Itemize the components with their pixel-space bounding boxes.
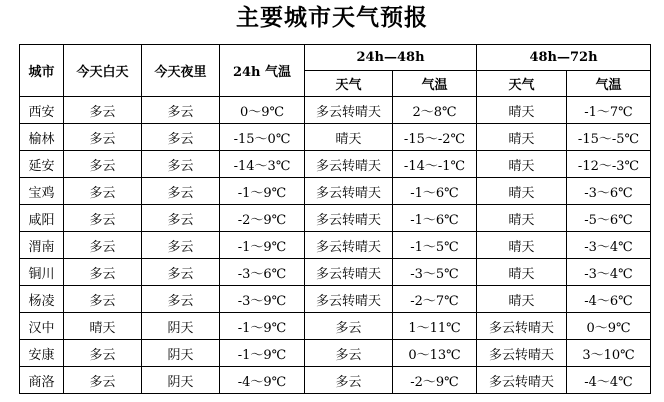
- today-night-cell: 阴天: [142, 340, 220, 367]
- header-group-72h: 48h—72h: [477, 45, 651, 71]
- weather-72h-cell: 晴天: [477, 151, 567, 178]
- header-row: [20, 45, 651, 71]
- temp-48h-cell: -1～6℃: [393, 178, 477, 205]
- temp-48h-cell: -15～-2℃: [393, 124, 477, 151]
- temp-72h-cell: 0～9℃: [567, 313, 651, 340]
- temp-72h-cell: 3～10℃: [567, 340, 651, 367]
- today-day-cell: 多云: [64, 151, 142, 178]
- table-row: [20, 313, 651, 340]
- temp-72h-cell: -12～-3℃: [567, 151, 651, 178]
- city-cell: 咸阳: [20, 205, 64, 232]
- temp-72h-cell: -4～4℃: [567, 367, 651, 394]
- today-night-cell: 多云: [142, 178, 220, 205]
- today-night-cell: 多云: [142, 97, 220, 124]
- weather-48h-cell: 多云转晴天: [305, 97, 393, 124]
- table-row: [20, 124, 651, 151]
- weather-72h-cell: 晴天: [477, 178, 567, 205]
- temp-72h-cell: -3～6℃: [567, 178, 651, 205]
- today-day-cell: 多云: [64, 97, 142, 124]
- weather-72h-cell: 晴天: [477, 259, 567, 286]
- temp-24h-cell: -1～9℃: [220, 232, 305, 259]
- city-cell: 西安: [20, 97, 64, 124]
- table-row: [20, 259, 651, 286]
- city-cell: 延安: [20, 151, 64, 178]
- temp-24h-cell: -3～6℃: [220, 259, 305, 286]
- temp-72h-cell: -3～4℃: [567, 259, 651, 286]
- city-cell: 铜川: [20, 259, 64, 286]
- weather-48h-cell: 多云转晴天: [305, 151, 393, 178]
- table-row: [20, 151, 651, 178]
- table-row: [20, 232, 651, 259]
- today-night-cell: 多云: [142, 124, 220, 151]
- temp-24h-cell: -15～0℃: [220, 124, 305, 151]
- city-cell: 渭南: [20, 232, 64, 259]
- city-cell: 杨凌: [20, 286, 64, 313]
- today-day-cell: 多云: [64, 259, 142, 286]
- temp-24h-cell: -14～3℃: [220, 151, 305, 178]
- city-cell: 商洛: [20, 367, 64, 394]
- table-row: [20, 340, 651, 367]
- temp-24h-cell: -1～9℃: [220, 313, 305, 340]
- weather-72h-cell: 多云转晴天: [477, 313, 567, 340]
- page-title: 主要城市天气预报: [236, 4, 428, 31]
- weather-72h-cell: 晴天: [477, 205, 567, 232]
- header-temp-48h: 气温: [393, 71, 477, 97]
- header-temp-24h: 24h 气温: [220, 45, 305, 97]
- today-night-cell: 多云: [142, 286, 220, 313]
- temp-48h-cell: -2～9℃: [393, 367, 477, 394]
- today-night-cell: 多云: [142, 259, 220, 286]
- temp-24h-cell: -2～9℃: [220, 205, 305, 232]
- weather-48h-cell: 多云转晴天: [305, 286, 393, 313]
- city-cell: 宝鸡: [20, 178, 64, 205]
- weather-48h-cell: 多云: [305, 313, 393, 340]
- table-row: [20, 367, 651, 394]
- weather-48h-cell: 晴天: [305, 124, 393, 151]
- weather-72h-cell: 多云转晴天: [477, 340, 567, 367]
- temp-48h-cell: -2～7℃: [393, 286, 477, 313]
- today-night-cell: 多云: [142, 232, 220, 259]
- weather-72h-cell: 晴天: [477, 286, 567, 313]
- weather-48h-cell: 多云转晴天: [305, 232, 393, 259]
- temp-72h-cell: -4～6℃: [567, 286, 651, 313]
- weather-table: [19, 44, 651, 394]
- weather-72h-cell: 晴天: [477, 232, 567, 259]
- header-today-day: 今天白天: [64, 45, 142, 97]
- temp-48h-cell: 0～13℃: [393, 340, 477, 367]
- temp-72h-cell: -1～7℃: [567, 97, 651, 124]
- table-row: [20, 97, 651, 124]
- table-row: [20, 178, 651, 205]
- weather-48h-cell: 多云转晴天: [305, 178, 393, 205]
- city-cell: 安康: [20, 340, 64, 367]
- today-day-cell: 晴天: [64, 313, 142, 340]
- temp-72h-cell: -3～4℃: [567, 232, 651, 259]
- weather-48h-cell: 多云转晴天: [305, 205, 393, 232]
- today-night-cell: 阴天: [142, 313, 220, 340]
- city-cell: 榆林: [20, 124, 64, 151]
- temp-48h-cell: -14～-1℃: [393, 151, 477, 178]
- weather-48h-cell: 多云: [305, 367, 393, 394]
- today-day-cell: 多云: [64, 232, 142, 259]
- today-night-cell: 阴天: [142, 367, 220, 394]
- today-day-cell: 多云: [64, 205, 142, 232]
- temp-24h-cell: -3～9℃: [220, 286, 305, 313]
- today-day-cell: 多云: [64, 286, 142, 313]
- temp-48h-cell: 2～8℃: [393, 97, 477, 124]
- temp-48h-cell: -1～5℃: [393, 232, 477, 259]
- city-cell: 汉中: [20, 313, 64, 340]
- temp-48h-cell: -3～5℃: [393, 259, 477, 286]
- temp-24h-cell: -1～9℃: [220, 178, 305, 205]
- table-row: [20, 205, 651, 232]
- temp-72h-cell: -15～-5℃: [567, 124, 651, 151]
- weather-48h-cell: 多云: [305, 340, 393, 367]
- temp-72h-cell: -5～6℃: [567, 205, 651, 232]
- weather-72h-cell: 多云转晴天: [477, 367, 567, 394]
- weather-72h-cell: 晴天: [477, 124, 567, 151]
- weather-48h-cell: 多云转晴天: [305, 259, 393, 286]
- temp-24h-cell: -1～9℃: [220, 340, 305, 367]
- header-weather-48h: 天气: [305, 71, 393, 97]
- header-temp-72h: 气温: [567, 71, 651, 97]
- header-group-48h: 24h—48h: [305, 45, 477, 71]
- temp-48h-cell: -1～6℃: [393, 205, 477, 232]
- temp-24h-cell: -4～9℃: [220, 367, 305, 394]
- header-weather-72h: 天气: [477, 71, 567, 97]
- today-night-cell: 多云: [142, 151, 220, 178]
- temp-24h-cell: 0～9℃: [220, 97, 305, 124]
- today-day-cell: 多云: [64, 124, 142, 151]
- header-city: 城市: [20, 45, 64, 97]
- header-today-night: 今天夜里: [142, 45, 220, 97]
- today-night-cell: 多云: [142, 205, 220, 232]
- temp-48h-cell: 1～11℃: [393, 313, 477, 340]
- today-day-cell: 多云: [64, 340, 142, 367]
- today-day-cell: 多云: [64, 178, 142, 205]
- weather-72h-cell: 晴天: [477, 97, 567, 124]
- today-day-cell: 多云: [64, 367, 142, 394]
- table-row: [20, 286, 651, 313]
